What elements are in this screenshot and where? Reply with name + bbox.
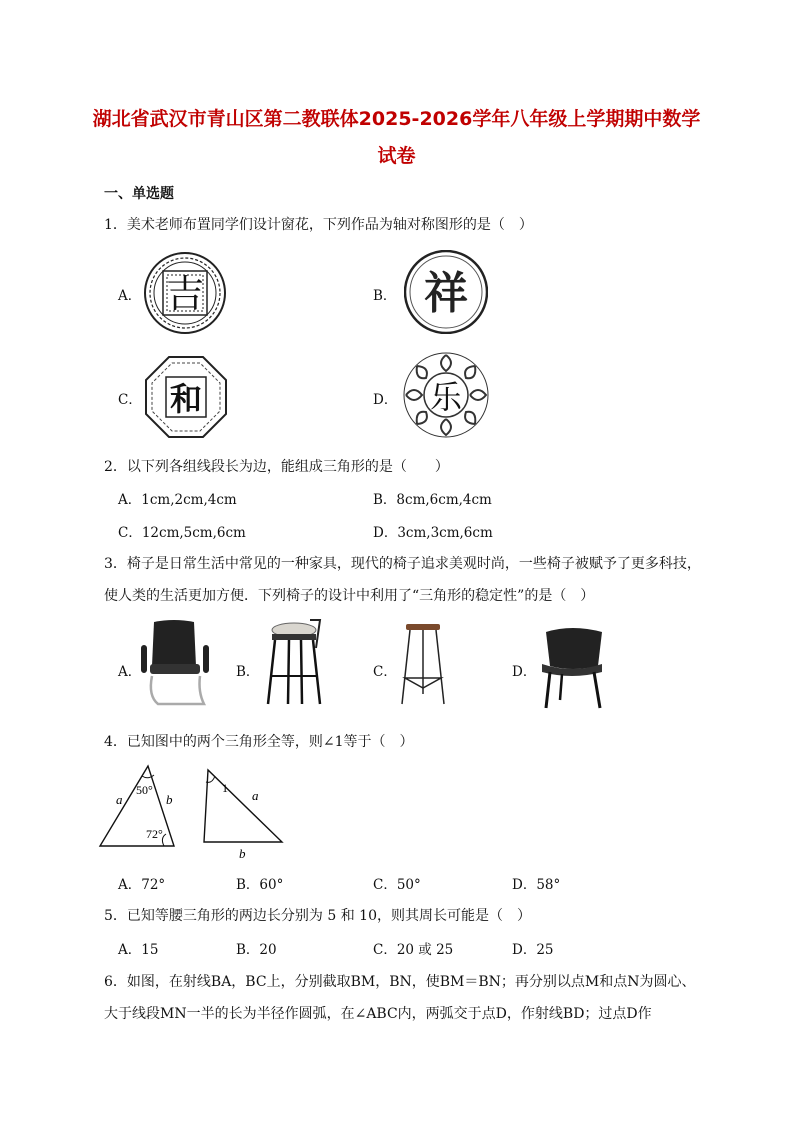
q3-option-c-image[interactable] bbox=[400, 624, 446, 712]
q1-option-a-image[interactable] bbox=[144, 252, 226, 338]
q3-option-d-image[interactable] bbox=[538, 626, 606, 714]
q4-option-d[interactable]: D．58° bbox=[512, 877, 561, 893]
q5-option-a[interactable]: A．15 bbox=[118, 942, 159, 958]
q5-stem: 5．已知等腰三角形的两边长分别为 5 和 10，则其周长可能是（ ） bbox=[104, 908, 531, 924]
q5-option-d[interactable]: D．25 bbox=[512, 942, 554, 958]
q1-stem: 1．美术老师布置同学们设计窗花，下列作品为轴对称图形的是（ ） bbox=[104, 217, 533, 233]
q4-option-c[interactable]: C．50° bbox=[373, 877, 421, 893]
q4-angle-1: 1 bbox=[222, 781, 228, 795]
q4-label-a2: a bbox=[252, 788, 259, 803]
q5-option-c[interactable]: C．20 或 25 bbox=[373, 942, 454, 958]
q2-option-c[interactable]: C．12cm,5cm,6cm bbox=[118, 525, 246, 541]
q4-angle-50: 50° bbox=[136, 783, 153, 797]
q1-label-d: D． bbox=[373, 392, 398, 408]
q6-line-2: 大于线段MN一半的长为半径作圆弧，在∠ABC内，两弧交于点D，作射线BD；过点D作 bbox=[104, 1006, 652, 1022]
q4-stem: 4．已知图中的两个三角形全等，则∠1等于（ ） bbox=[104, 734, 414, 750]
q2-option-d[interactable]: D．3cm,3cm,6cm bbox=[373, 525, 493, 541]
q1-option-d-image[interactable] bbox=[403, 352, 489, 442]
q4-option-b[interactable]: B．60° bbox=[236, 877, 284, 893]
q3-stem-line-2: 使人类的生活更加方便．下列椅子的设计中利用了“三角形的稳定性”的是（ ） bbox=[104, 588, 595, 604]
q6-line-1: 6．如图，在射线BA，BC上，分别截取BM，BN，使BM＝BN；再分别以点M和点N为圆心、 bbox=[104, 974, 696, 990]
q1-char-a: 吉 bbox=[165, 274, 205, 316]
q4-angle-72: 72° bbox=[146, 827, 163, 841]
title-line-2: 试卷 bbox=[377, 145, 416, 167]
title-line-1: 湖北省武汉市青山区第二教联体2025-2026学年八年级上学期期中数学 bbox=[92, 108, 701, 130]
q1-char-b: 祥 bbox=[424, 269, 468, 318]
q3-label-d: D． bbox=[512, 664, 537, 680]
q3-option-b-image[interactable] bbox=[262, 618, 326, 712]
q2-option-a[interactable]: A．1cm,2cm,4cm bbox=[118, 492, 237, 508]
q4-option-a[interactable]: A．72° bbox=[118, 877, 166, 893]
q2-option-b[interactable]: B．8cm,6cm,4cm bbox=[373, 492, 492, 508]
q5-option-b[interactable]: B．20 bbox=[236, 942, 277, 958]
q3-label-c: C． bbox=[373, 664, 397, 680]
q1-option-c-image[interactable] bbox=[144, 355, 228, 443]
q1-label-c: C． bbox=[118, 392, 142, 408]
q1-char-d: 乐 bbox=[429, 379, 463, 415]
q1-label-a: A． bbox=[118, 288, 142, 304]
q3-label-b: B． bbox=[236, 664, 260, 680]
q2-stem: 2．以下列各组线段长为边，能组成三角形的是（ ） bbox=[104, 459, 449, 475]
q1-label-b: B． bbox=[373, 288, 397, 304]
q1-option-b-image[interactable] bbox=[404, 250, 488, 338]
q4-label-b2: b bbox=[239, 846, 246, 861]
q3-stem-line-1: 3．椅子是日常生活中常见的一种家具，现代的椅子追求美观时尚，一些椅子被赋予了更多科技， bbox=[104, 556, 701, 572]
q3-label-a: A． bbox=[118, 664, 142, 680]
q4-figure bbox=[96, 762, 296, 868]
q1-char-c: 和 bbox=[169, 381, 203, 417]
section-heading: 一、单选题 bbox=[104, 186, 174, 202]
q3-option-a-image[interactable] bbox=[140, 618, 216, 712]
q4-label-b: b bbox=[166, 792, 173, 807]
q4-label-a: a bbox=[116, 792, 123, 807]
